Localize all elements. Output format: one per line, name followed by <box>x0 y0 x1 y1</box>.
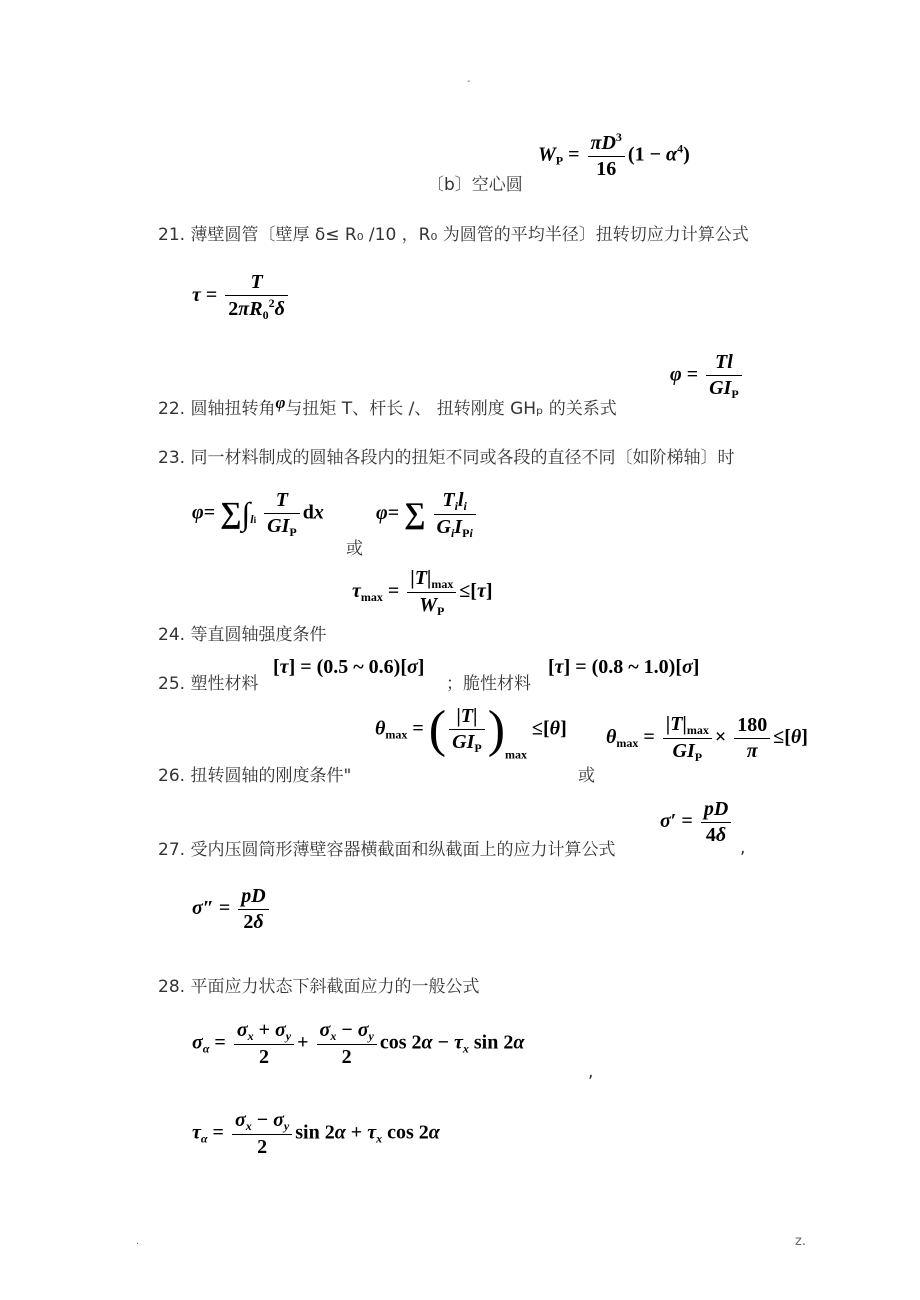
item-26-text: 26. 扭转圆轴的刚度条件" <box>158 766 352 786</box>
item-25-text <box>158 669 258 694</box>
formula-strength-condition: $\tau_{max}$ = $\frac{|T|_{max}}{W_P}$ ≤[τ] <box>352 567 493 618</box>
item-22-text <box>158 393 617 419</box>
item-22-text-b: 与扭矩 T、杆长 /、 扭转刚度 GHₚ 的关系式 <box>285 399 617 419</box>
formula-wp-hollow: $W_P$ = $\frac{\pi D^3}{16}$ $(1 - \alpha^4)$ <box>538 130 690 180</box>
formula-shear-stress-oblique: $\tau_\alpha$ = $\frac{\sigma_x - \sigma_y}{2}$ $\sin 2\alpha + \tau_x$ cos 2α <box>192 1109 440 1158</box>
footer-left-mark: . <box>136 1236 140 1247</box>
item-27-comma: , <box>740 838 746 858</box>
formula-twist-angle: φ = $\frac{Tl}{GI_P}$ <box>670 350 745 402</box>
item-b-label: 〔b〕空心圆 <box>427 175 523 195</box>
item-24-text: 24. 等直圆轴强度条件 <box>158 625 327 645</box>
formula-twist-integral: $\varphi= \sum\int_{li}$ $\frac{T}{GI_P}$ dx <box>192 489 324 539</box>
item-23-or: 或 <box>346 539 363 559</box>
item-28-comma: , <box>588 1062 594 1082</box>
formula-brittle-allowable: [τ] = (0.8 ~ 1.0)[σ] <box>548 656 700 678</box>
item-25-text-a: 25. 塑性材料 <box>158 674 259 694</box>
item-26-or: 或 <box>578 766 595 786</box>
item-25-separator: ；脆性材料 <box>446 674 531 694</box>
formula-hoop-stress-longitudinal: σ″ = $\frac{pD}{2\delta}$ <box>192 884 272 935</box>
phi-symbol: φ <box>275 393 286 412</box>
item-22-text-a: 22. 圆轴扭转角 <box>158 399 276 419</box>
header-mark: - <box>467 76 471 87</box>
formula-twist-sum: φ= ∑ $\frac{T_il_i}{G_iI_{Pi}}$ <box>376 488 479 541</box>
formula-hoop-stress-transverse: σ′ = $\frac{pD}{4\delta}$ <box>660 797 734 848</box>
item-27-text: 27. 受内压圆筒形薄壁容器横截面和纵截面上的应力计算公式 <box>158 840 616 860</box>
formula-stiffness-rad: $\theta_{max}$ = ( $\frac{|T|}{GI_P}$ )$_{max} \le[\theta]$ <box>375 701 567 762</box>
footer-right-mark: z. <box>795 1234 806 1249</box>
item-28-text: 28. 平面应力状态下斜截面应力的一般公式 <box>158 977 480 997</box>
item-21-text: 21. 薄壁圆管〔壁厚 δ≤ R₀ /10 ，R₀ 为圆管的平均半径〕扭转切应力计算公式 <box>158 225 749 245</box>
item-23-text: 23. 同一材料制成的圆轴各段内的扭矩不同或各段的直径不同〔如阶梯轴〕时 <box>158 448 735 468</box>
formula-ductile-allowable: [τ] = (0.5 ~ 0.6)[σ] <box>273 656 425 678</box>
formula-thin-tube-stress: τ = $\frac{T}{2\pi R_0^2\delta}$ <box>192 270 291 323</box>
formula-normal-stress-oblique: $\sigma_\alpha$ = $\frac{\sigma_x + \sigma_y}{2}$ + $\frac{\sigma_x - \sigma_y}{2}$ $\cos 2\alpha - \tau_x$ sin 2α <box>192 1019 525 1068</box>
formula-stiffness-deg: $\theta_{max}$ = $\frac{|T|_{max}}{GI_P}$ × $\frac{180}{\pi}$ ≤[θ] <box>606 713 808 764</box>
